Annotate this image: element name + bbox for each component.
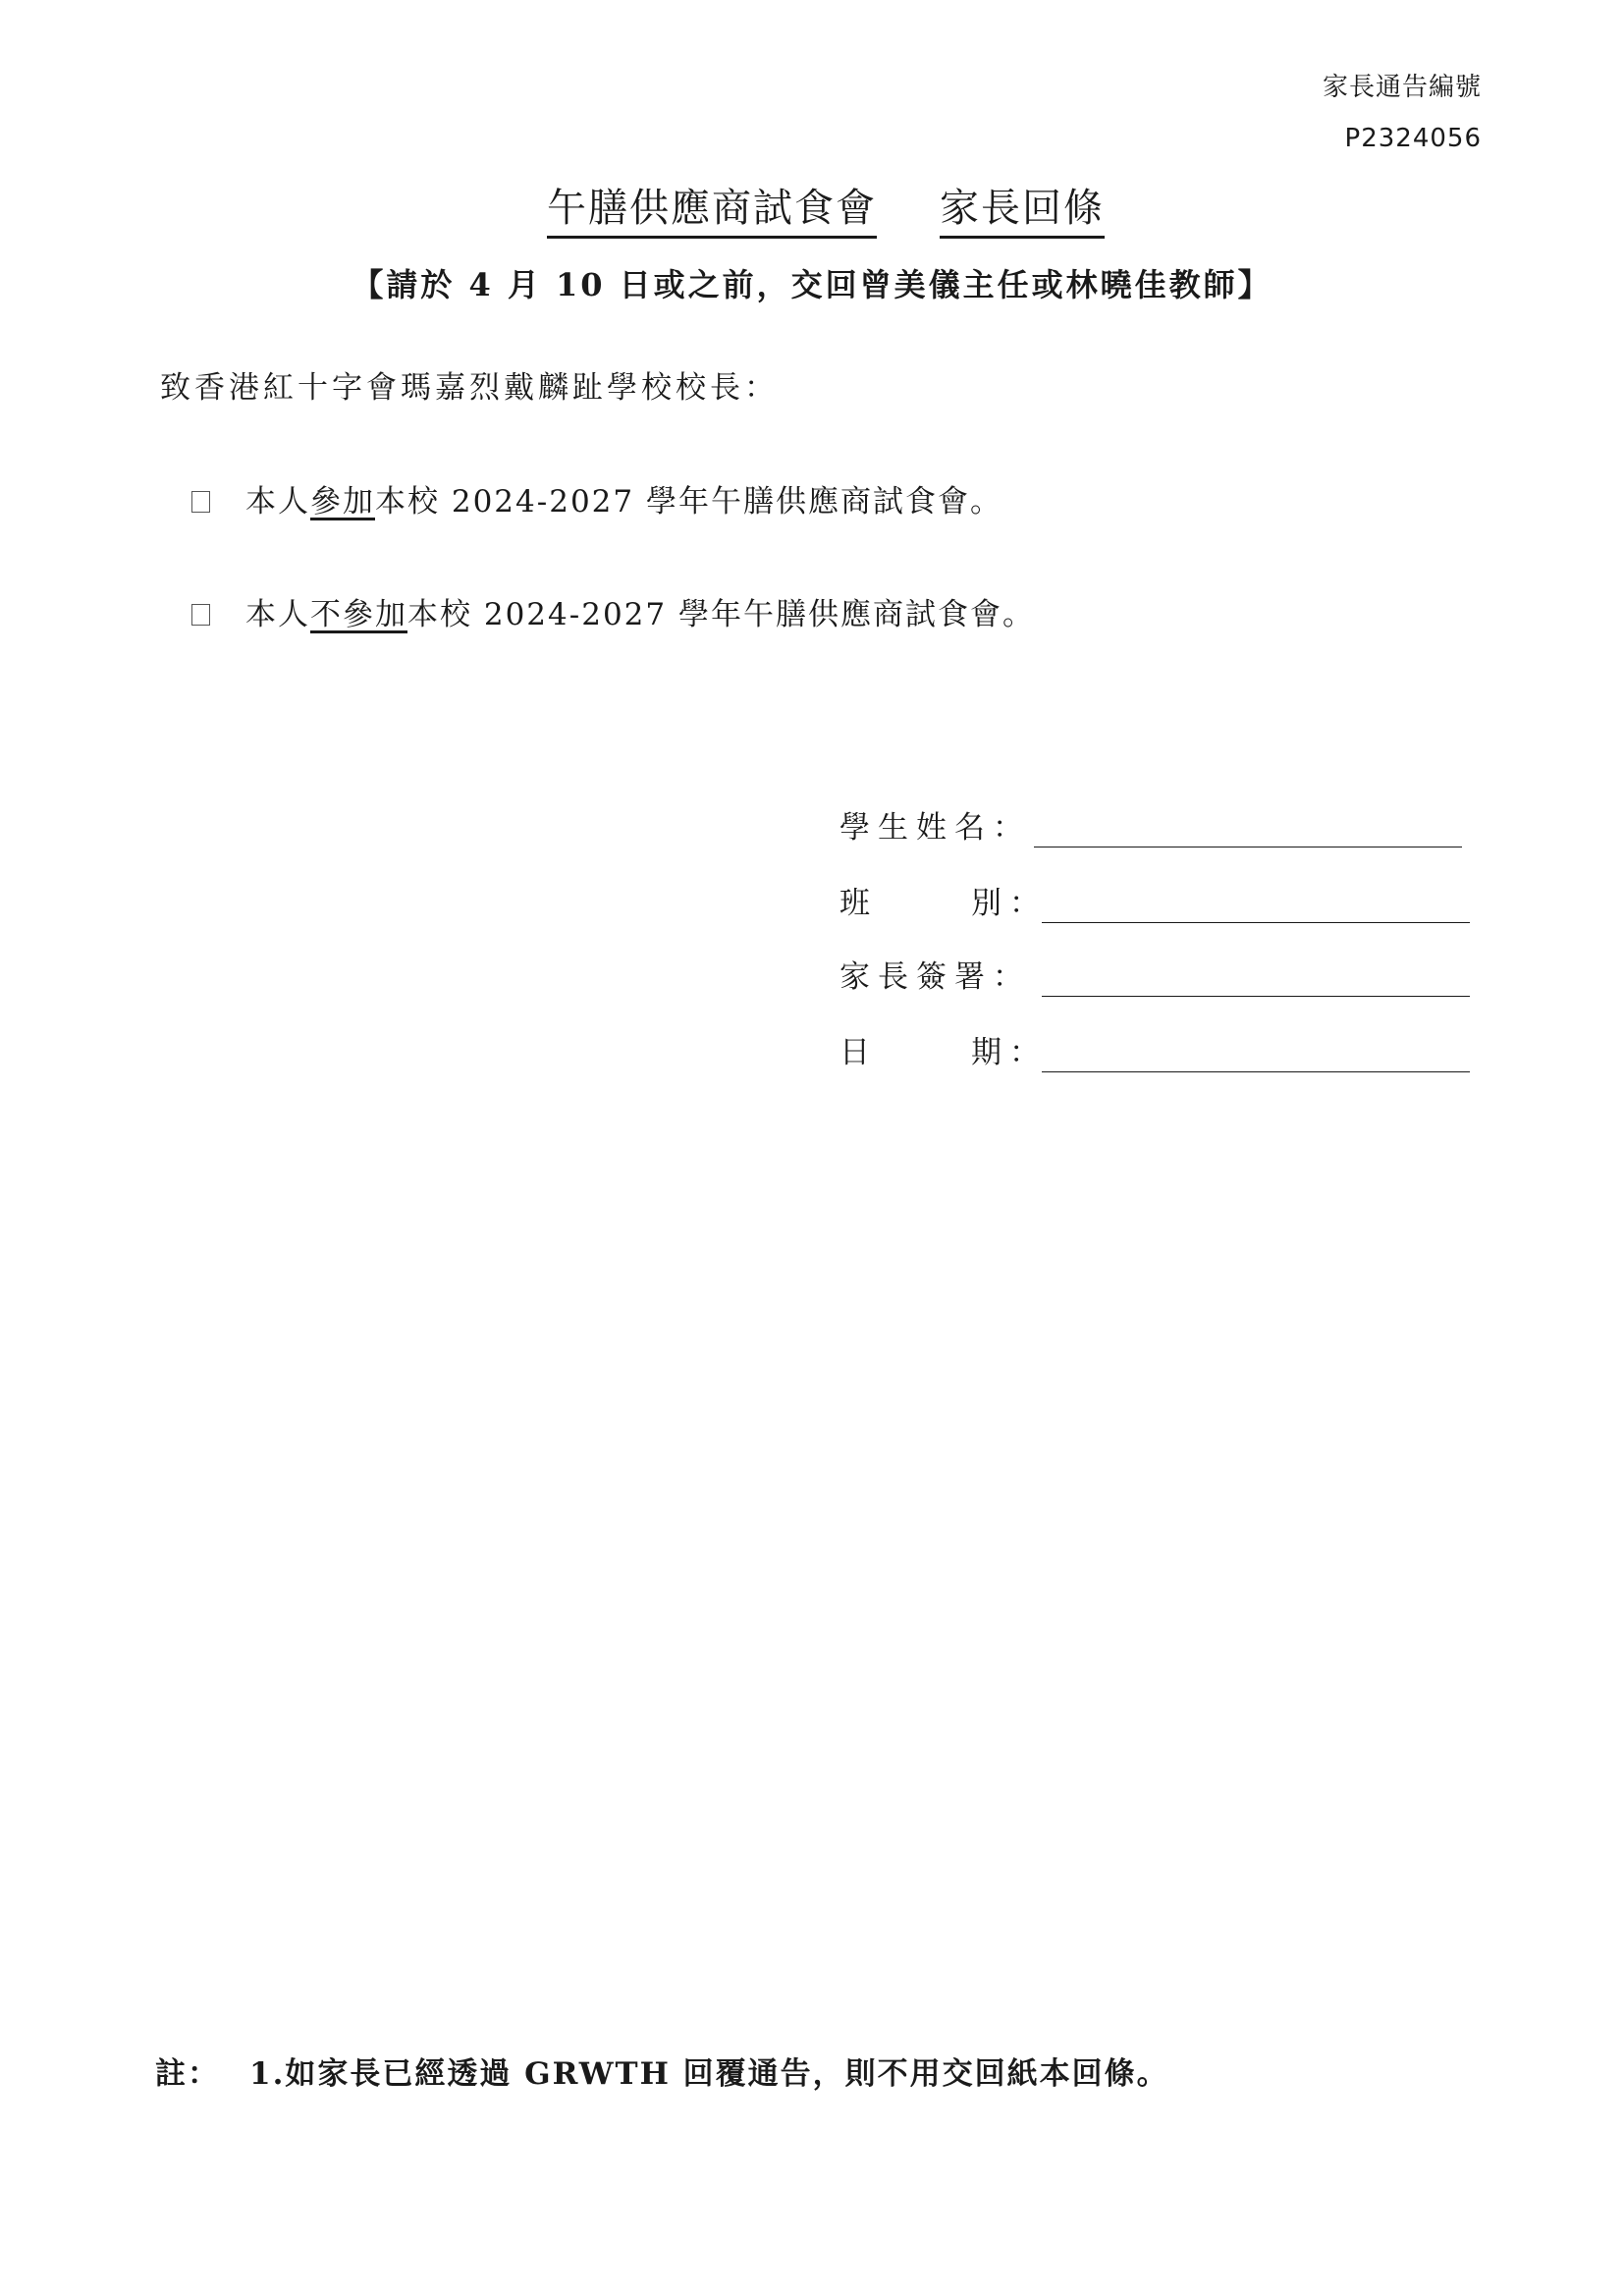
option-attend bbox=[191, 484, 1002, 519]
title-part-1: 午膳供應商試食會 bbox=[547, 189, 877, 239]
class-input-line[interactable] bbox=[1042, 922, 1470, 923]
attend-checkbox[interactable] bbox=[191, 491, 210, 513]
notice-number-label: 家長通告編號 bbox=[1322, 73, 1482, 102]
footnote-text: 1.如家長已經透過 GRWTH 回覆通告，則不用交回紙本回條。 bbox=[249, 2056, 1169, 2092]
not-attend-prefix: 本人 bbox=[245, 597, 310, 632]
date-field bbox=[839, 1035, 1048, 1070]
attend-suffix: 本校 2024-2027 學年午膳供應商試食會。 bbox=[375, 484, 1002, 519]
footnote-label: 註： bbox=[155, 2056, 220, 2092]
deadline-instruction: 【請於 4 月 10 日或之前，交回曾美儀主任或林曉佳教師】 bbox=[352, 266, 1272, 303]
title-part-2: 家長回條 bbox=[940, 189, 1105, 239]
notice-number: P2324056 bbox=[1344, 124, 1482, 153]
student-name-label: 學生姓名： bbox=[839, 810, 1031, 846]
attend-emphasis: 參加 bbox=[310, 484, 375, 519]
option-not-attend bbox=[191, 597, 1035, 632]
not-attend-emphasis: 不參加 bbox=[310, 597, 407, 632]
parent-signature-field bbox=[839, 959, 1031, 995]
date-input-line[interactable] bbox=[1042, 1071, 1470, 1072]
salutation: 致香港紅十字會瑪嘉烈戴麟趾學校校長： bbox=[160, 370, 779, 406]
class-label-a: 班 bbox=[839, 886, 878, 921]
footnote bbox=[155, 2056, 1169, 2092]
class-field bbox=[839, 886, 1048, 921]
not-attend-checkbox[interactable] bbox=[191, 604, 210, 626]
parent-signature-input-line[interactable] bbox=[1042, 996, 1470, 997]
class-label-b: 別： bbox=[971, 886, 1048, 921]
not-attend-suffix: 本校 2024-2027 學年午膳供應商試食會。 bbox=[407, 597, 1035, 632]
page-title bbox=[0, 186, 1624, 239]
date-label-b: 期： bbox=[971, 1035, 1048, 1070]
attend-prefix: 本人 bbox=[245, 484, 310, 519]
parent-signature-label: 家長簽署： bbox=[839, 959, 1031, 995]
student-name-field bbox=[839, 810, 1031, 846]
date-label-a: 日 bbox=[839, 1035, 878, 1070]
